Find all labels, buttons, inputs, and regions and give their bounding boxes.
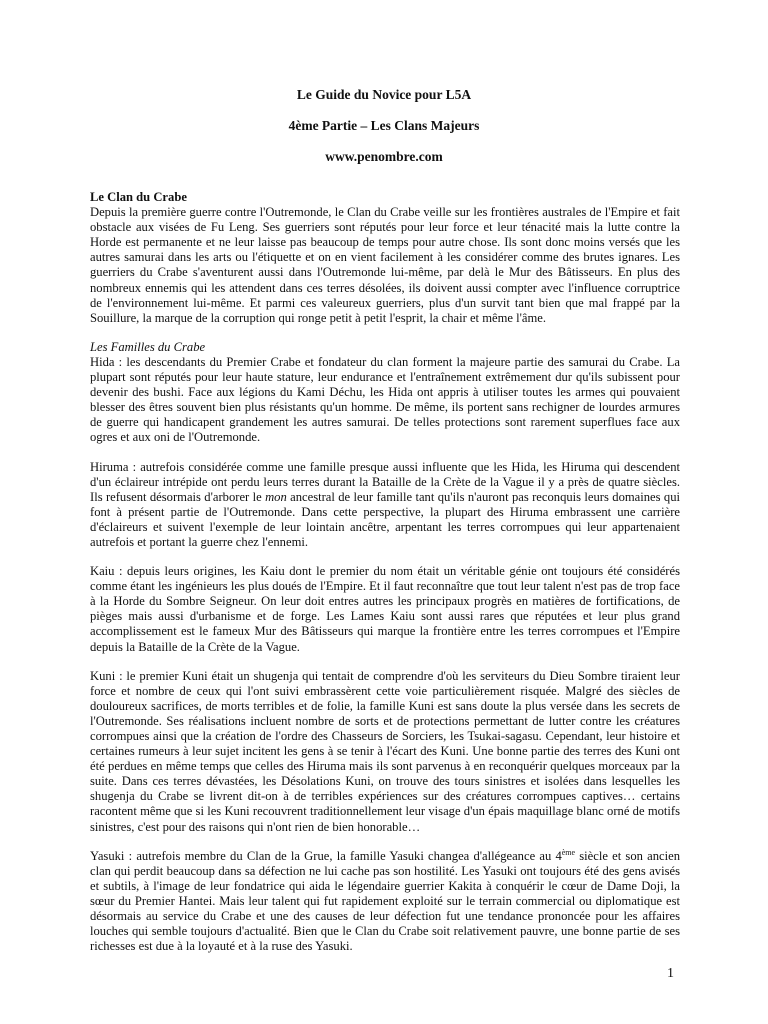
family-yasuki-paragraph — [90, 849, 680, 955]
section-intro-text: Depuis la première guerre contre l'Outremonde, le Clan du Crabe veille sur les frontières australes de l'Empire et fait obstacle aux visées de Fu Leng. Ses guerriers sont réputés pour leur force et leur ténacité mais la lutte contre la Horde est permanente et ne leur laisse pas beaucoup de temps pour autre chose. Ils sont donc moins versés que les autres samurai dans les arts ou l'étiquette et on en vient facilement à les considérer comme des brutes ignares. Les guerriers du Crabe s'aventurent aussi dans l'Outremonde lui-même, par delà le Mur des Bâtisseurs. En plus des nombreux ennemis qui les attendent dans ces terres désolées, ils doivent aussi compter avec l'influence corruptrice de l'environnement lui-même. Et parmi ces valeureux guerriers, plus d'un survit tant bien que mal frappé par la Souillure, la marque de la corruption qui ronge petit à petit l'esprit, la chair et même l'âme. — [90, 205, 680, 325]
family-hiruma-text-b: ancestral de leur famille tant qu'ils n'auront pas reconquis leurs domaines qui font à présent partie de l'Outremonde. Dans cette perspective, la plupart des Hiruma embrassent une carrière d'éclaireurs et suivent l'exemple de leur lointain ancêtre, arpentant les terres corrompues qui leur appartenaient autrefois et portant la guerre chez l'ennemi. — [90, 489, 680, 549]
document-title: Le Guide du Novice pour L5A — [296, 87, 472, 102]
family-hida-text: Hida : les descendants du Premier Crabe et fondateur du clan forment la majeure partie des samurai du Crabe. La plupart sont réputés pour leur haute stature, leur endurance et l'entraînement extrêmement dur qu'ils subissent pour devenir des bushi. Face aux légions du Kami Déchu, les Hida ont appris à utiliser toutes les armes qui pouvaient blesser des êtres souvent bien plus résistants qu'un homme. De même, ils portent sans rechigner de lourdes armures de guerre qui handicapent grandement les autres samurai. De telles protections sont rarement superflues face aux ogres et aux oni de l'Outremonde. — [90, 354, 680, 445]
section-heading: Le Clan du Crabe — [90, 190, 187, 204]
family-kuni-paragraph — [90, 669, 680, 835]
page-number: 1 — [667, 966, 674, 981]
family-yasuki-text-a: Yasuki : autrefois membre du Clan de la Grue, la famille Yasuki changea d'allégeance au 4 — [90, 848, 562, 863]
family-hida-paragraph — [90, 340, 680, 446]
family-yasuki-text-b: siècle et son ancien clan qui perdit beaucoup dans sa défection ne lui cache pas son hostilité. Les Yasuki ont toujours été des gens avisés et subtils, à l'image de leur fondatrice qui aida le légendaire guerrier Kakita à conquérir le cœur de Dame Doji, la sœur du Premier Hantei. Mais leur talent qui fut rapidement exploité sur le terrain commercial ou diplomatique est désormais au service du Crabe et une des causes de leur défection fut une tendance prononcée pour les affaires louches qui semble toujours d'actualité. Bien que le Clan du Crabe soit relativement pauvre, une bonne partie de ses richesses est due à la loyauté et à la ruse des Yasuki. — [90, 848, 680, 954]
family-hiruma-text-a: Hiruma : autrefois considérée comme une famille presque aussi influente que les Hida, les Hiruma qui descendent d'un éclaireur intrépide ont perdu leurs terres durant la Bataille de la Crète de la Vague il y a près de quatre siècles. Ils refusent désormais d'arborer le — [90, 459, 680, 504]
family-hiruma-mon: mon — [265, 489, 287, 504]
family-kaiu-paragraph — [90, 564, 680, 655]
document-body — [90, 190, 680, 968]
section-clan-crabe — [90, 190, 680, 326]
family-yasuki-superscript: ème — [561, 847, 576, 857]
document-subtitle: 4ème Partie – Les Clans Majeurs — [288, 118, 480, 133]
family-kaiu-text: Kaiu : depuis leurs origines, les Kaiu dont le premier du nom était un véritable génie ont toujours été considérés comme étant les ingénieurs les plus doués de l'Empire. Et il faut reconnaître que tout leur talent n'est pas de trop face à la Horde du Sombre Seigneur. On leur doit entres autres les principaux progrès en matières de fortifications, de pièges mais aussi d'urbanisme et de forge. Les Lames Kaiu sont aussi rares que réputées et leur plus grand accomplissement est le fameux Mur des Bâtisseurs qui marque la frontière entre les terres corrompues et l'Empire depuis la Bataille de la Crète de la Vague. — [90, 564, 680, 654]
family-hiruma-paragraph — [90, 460, 680, 551]
website-url: www.penombre.com — [325, 149, 443, 164]
family-kuni-text: Kuni : le premier Kuni était un shugenja qui tentait de comprendre d'où les serviteurs du Dieu Sombre tiraient leur force et nombre de ceux qui l'ont suivi embrassèrent cette voie particulièrement risquée. Malgré des siècles de douloureux sacrifices, de morts terribles et de folie, la famille Kuni est sans doute la plus versée dans les secrets de l'Outremonde. Ses réalisations incluent nombre de sorts et de protections permettant de lutter contre les créatures corrompues ainsi que la création de l'ordre des Chasseurs de Sorciers, les Tsukai-sagasu. Cependant, leur histoire et certaines rumeurs à leur sujet incitent les gens à se tenir à l'écart des Kuni. Une bonne partie des terres des Kuni ont été perdues en même temps que celles des Hiruma mais ils sont parvenus à en reconquérir quelques morceaux par la suite. Dans ces terres dévastées, les Désolations Kuni, on trouve des tours sinistres et isolées dans lesquelles les shugenja du Crabe se livrent dit-on à de terribles expériences sur des créatures corrompues captives… certains racontent même que si les Kuni recouvrent traditionnellement leur visage d'un épais maquillage blanc orné de motifs sinistres, c'est pour des raisons qui n'ont rien de bien honorable… — [90, 668, 680, 834]
subsection-heading: Les Familles du Crabe — [90, 339, 206, 354]
document-header — [0, 86, 768, 179]
